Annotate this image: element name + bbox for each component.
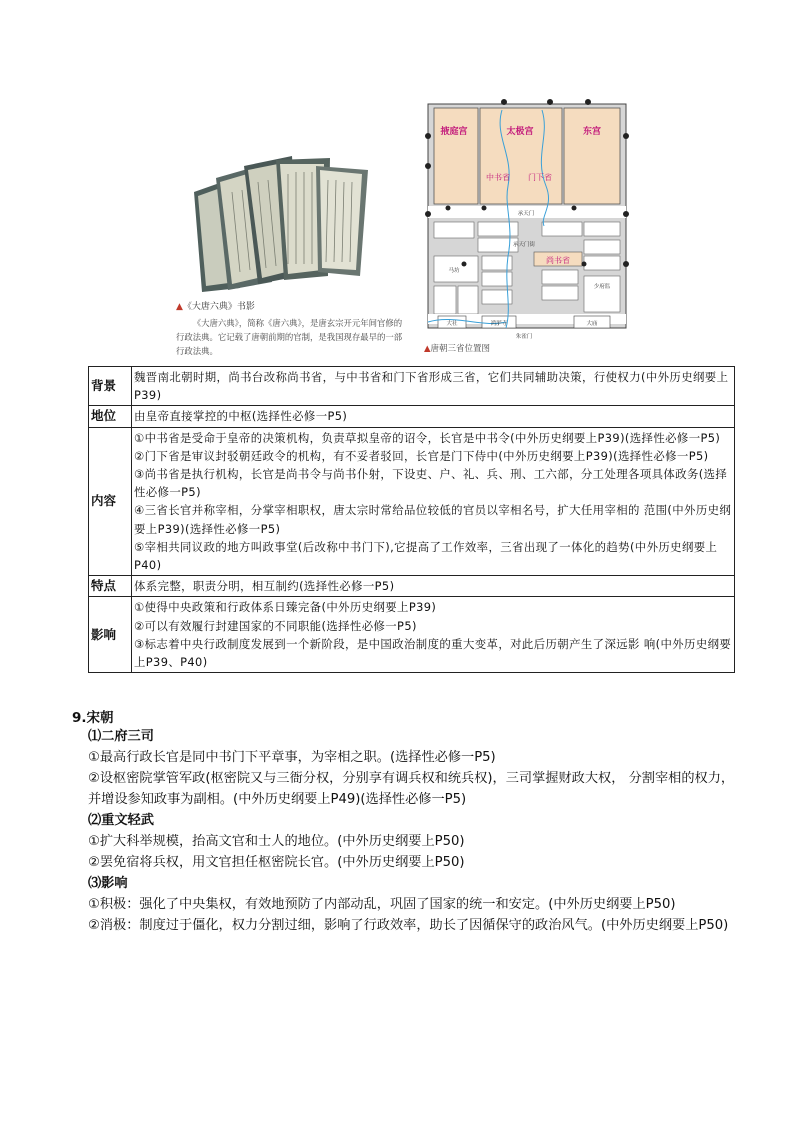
list-item: ①积极：强化了中央集权，有效地预防了内部动乱，巩固了国家的统一和安定。(中外历史纲要上P50) [88,897,676,912]
row-body-status [132,406,735,427]
tang-liudian-book-photo [188,152,384,294]
table-line: 由皇帝直接掌控的中枢(选择性必修一P5) [134,409,348,424]
book-caption-text: 《大唐六典》，简称《唐六典》，是唐玄宗开元年间官修的行政法典。它记载了唐朝前期的官制，是我国现存最早的一部行政法典。 [176,318,403,356]
row-body-background [132,367,735,406]
table-line: ②可以有效履行封建国家的不同职能(选择性必修一P5) [134,618,417,633]
list-item: ①扩大科举规模，抬高文官和士人的地位。(中外历史纲要上P50) [88,834,465,849]
list-item: ①最高行政长官是同中书门下平章事，为宰相之职。(选择性必修一P5) [88,750,496,765]
map-label-taishe: 大社 [446,321,458,327]
table-row [89,576,735,597]
table-line: ④三省长官并称宰相，分掌宰相职权，唐太宗时常给品位较低的官员以宰相名号，扩大任用宰相的 范围(中外历史纲要上P39)(选择性必修一P5) [134,503,732,536]
map-label-gate-road: 承天门街 [512,242,536,248]
map-label-taiji: 太极宫 [506,127,534,137]
table-row [89,427,735,576]
triangle-icon: ▲ [424,344,431,354]
subsection-title: ⑵重文轻武 [88,813,154,828]
table-line: ③标志着中央行政制度发展到一个新阶段，是中国政治制度的重大变革，对此后历朝产生了深远影 响(中外历史纲要上P39、P40) [134,636,732,670]
map-label-zhuque: 朱雀门 [515,334,533,340]
map-label-donggong: 东宫 [582,127,602,137]
map-label-shangshu: 尚书省 [546,256,570,265]
tang-three-departments-map [424,96,630,342]
row-body-features [132,576,735,597]
row-head-influence: 影响 [89,597,132,673]
table-row [89,367,735,406]
map-label-mafang: 马坊 [448,268,460,274]
book-caption-title: ▲《大唐六典》书影 [176,302,255,312]
map-label-honglu: 鸿胪寺 [490,321,508,327]
map-label-taimiao: 大庙 [586,321,598,327]
row-head-status: 地位 [89,406,132,427]
row-head-content: 内容 [89,427,132,576]
table-line: ②门下省是审议封驳朝廷政令的机构，有不妥者驳回，长官是门下侍中(中外历史纲要上P39)(选择性必修一P5) [134,448,709,463]
map-label-menxia: 门下省 [528,173,552,182]
list-item: ②消极：制度过于僵化，权力分割过细，影响了行政效率，助长了因循保守的政治风气。(中外历史纲要上P50) [88,918,729,933]
song-section-body [88,726,738,936]
list-item: ②罢免宿将兵权，用文官担任枢密院长官。(中外历史纲要上P50) [88,855,465,870]
table-row [89,597,735,673]
table-line: ③尚书省是执行机构，长官是尚书令与尚书仆射，下设吏、户、礼、兵、刑、工六部，分工处理各项具体政务(选择性必修一P5) [134,467,728,500]
row-head-background: 背景 [89,367,132,406]
subsection-title: ⑴二府三司 [88,729,154,744]
table-row [89,406,735,427]
map-label-shaofu: 少府监 [593,284,611,290]
table-line: 体系完整，职责分明，相互制约(选择性必修一P5) [134,579,395,594]
table-line: 魏晋南北朝时期，尚书台改称尚书省，与中书省和门下省形成三省，它们共同辅助决策，行使权力(中外历史纲要上P39) [134,370,729,403]
row-head-features: 特点 [89,576,132,597]
three-departments-table [88,366,735,673]
section-title-song: 9.宋朝 [72,710,114,726]
row-body-content [132,427,735,576]
row-body-influence [132,597,735,673]
table-line: ①使得中央政策和行政体系日臻完备(中外历史纲要上P39) [134,600,437,615]
map-caption: ▲唐朝三省位置图 [424,344,491,354]
table-line: ①中书省是受命于皇帝的决策机构，负责草拟皇帝的诏令，长官是中书令(中外历史纲要上P39)(选择性必修一P5) [134,430,721,445]
subsection-title: ⑶影响 [88,876,128,891]
map-label-zhongshu: 中书省 [486,173,510,182]
map-label-chengtian: 承天门 [517,211,535,217]
triangle-icon: ▲ [176,302,183,312]
list-item: ②设枢密院掌管军政(枢密院又与三衙分权，分别享有调兵权和统兵权)，三司掌握财政大权， 分割宰相的权力，并增设参知政事为副相。(中外历史纲要上P49)(选择性必修一P5) [88,771,735,807]
table-line: ⑤宰相共同议政的地方叫政事堂(后改称中书门下),它提高了工作效率，三省出现了一体化的趋势(中外历史纲要上P40) [134,539,718,573]
map-label-yeting: 掖庭宫 [440,127,468,137]
